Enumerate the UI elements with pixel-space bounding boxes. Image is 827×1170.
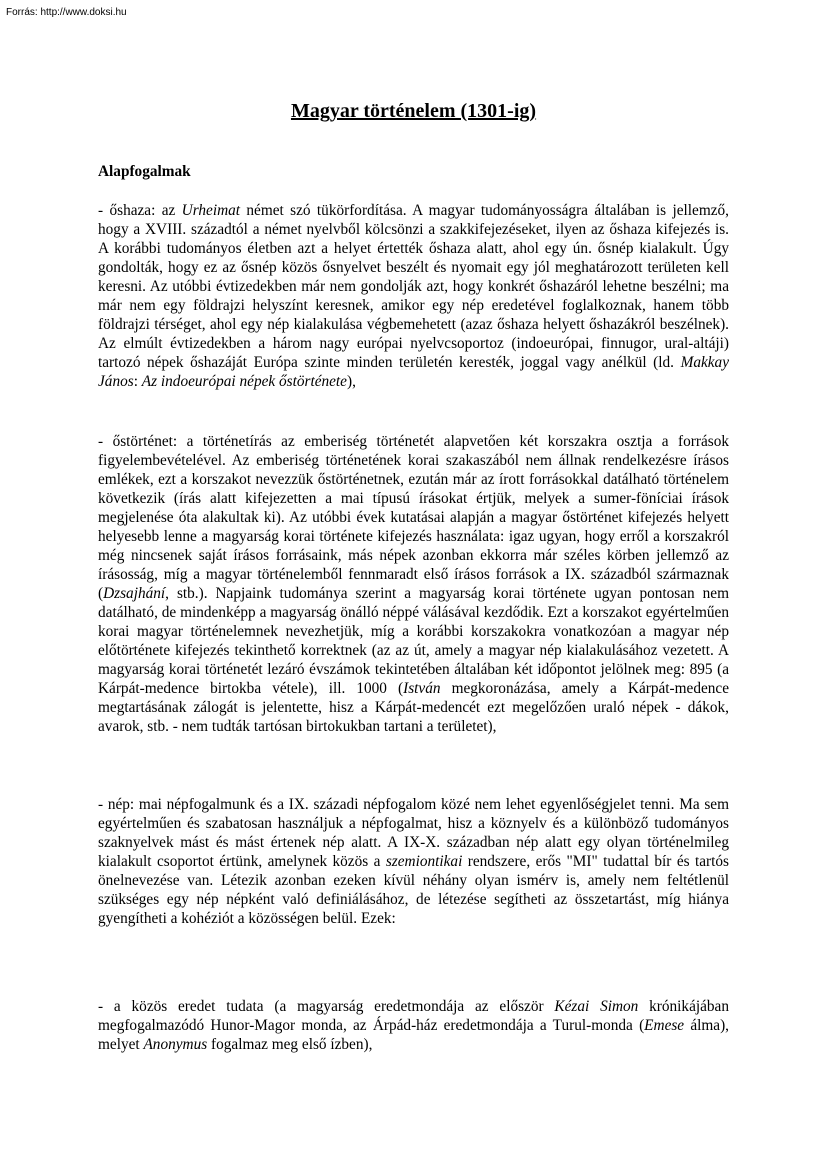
document-title: Magyar történelem (1301-ig) (290, 100, 537, 122)
italic-name: István (403, 680, 441, 697)
text-run: - a közös eredet tudata (a magyarság eredetmondája az először (98, 998, 555, 1015)
text-run: álma), melyet (98, 1017, 729, 1053)
paragraph-ostortenet (98, 432, 729, 736)
text-run: - őstörténet: a történetírás az emberiség történetét alapvetően két korszakra osztja a források figyelembevételével. Az emberiség történetének korai szakaszából nem állnak rendelkezésre írásos emlékek, ezt a korszakot nevezzük őstörténetnek, ezután már az írott forrásokkal datálható történelem következik (írás alatt kifejezetten a mai típusú írásokat értjük, melyek a sumer-föníciai írások megjelenése óta alakultak ki). Az utóbbi évek kutatásai alapján a magyar őstörténet kifejezés helyett helyesebb lenne a magyarság korai története kifejezés használata: igaz ugyan, hogy erről a korszakról még nincsenek saját írásos forrásaink, más népek azonban ekkorra már széles körben jellemző az írásosság, míg a magyar történelemből fennmaradt első írásos források a IX. századból származnak ( (98, 433, 729, 602)
text-run: krónikájában megfogalmazódó Hunor-Magor monda, az Árpád-ház eredetmondája a Turul-monda ( (98, 998, 729, 1034)
text-run: ), (346, 373, 356, 390)
italic-book-title: Az indoeurópai népek őstörténete (141, 373, 347, 390)
italic-name: Emese (644, 1017, 685, 1034)
italic-author: Makkay János (98, 354, 729, 390)
text-run: rendszere, erős "MI" tudattal bír és tartós önelnevezése van. Létezik azonban ezeken kívül néhány olyan ismérv is, amely nem feltétlenül szükséges egy nép népként való definiálásához, de létezése segítheti az összetartást, míg hiánya gyengítheti a kohéziót a közösségen belül. Ezek: (98, 853, 729, 927)
text-run: fogalmaz meg első ízben), (207, 1036, 373, 1053)
italic-term: szemiontikai (385, 853, 463, 870)
italic-term: Urheimat (181, 202, 241, 219)
text-run: - nép: mai népfogalmunk és a IX. századi népfogalom közé nem lehet egyenlőségjelet tenni. Ma sem egyértelműen és szabatosan használjuk a népfogalmat, hisz a köznyelv és a különböző tudományos szaknyelvek mást és mást értenek nép alatt. A IX-X. században nép alatt egy olyan történelmileg kialakult csoportot értünk, amelynek közös a (98, 796, 729, 870)
italic-name: Anonymus (143, 1036, 208, 1053)
paragraph-oshaza (98, 201, 729, 391)
text-run: német szó tükörfordítása. A magyar tudományosságra általában is jellemző, hogy a XVIII. századtól a német nyelvből kölcsönzi a szakkifejezéseket, ilyen az őshaza kifejezés is. A korábbi tudományos életben azt a helyet értették őshaza alatt, ahol egy ún. ősnép kialakult. Úgy gondolták, hogy ez az ősnép közös ősnyelvet beszélt és nyomait egy jól meghatározott területen kell keresni. Az utóbbi évtizedekben már nem gondolják azt, hogy konkrét őshazáról lehetne beszélni; ma már nem egy földrajzi helyszínt keresnek, amikor egy nép eredetével foglalkoznak, hanem több földrajzi térséget, ahol egy nép kialakulása végbemehetett (azaz őshaza helyett őshazákról beszélnek). Az elmúlt évtizedekben a három nagy európai nyelvcsoportoz (indoeurópai, finnugor, ural-altáji) tartozó népek őshazáját Európa szinte minden területén keresték, joggal vagy anélkül (ld. (98, 202, 729, 371)
text-run: : (133, 373, 142, 390)
paragraph-nep (98, 795, 729, 928)
text-run: megkoronázása, amely a Kárpát-medence megtartásának zálogát is jelentette, hisz a Kárpát-medencét ezt megelőzően uraló népek - dákok, avarok, stb. - nem tudták tartósan birtokukban tartani a területet), (98, 680, 729, 735)
paragraph-eredet (98, 997, 729, 1054)
section-heading: Alapfogalmak (98, 163, 191, 180)
text-run: - őshaza: az (98, 202, 182, 219)
text-run: , stb.). Napjaink tudománya szerint a magyarság korai története ugyan pontosan nem datálható, de mindenképp a magyarság önálló néppé válásával kezdődik. Ezt a korszakot egyértelműen korai magyar történelemnek nevezhetjük, míg a korábbi korszakokra vonatkozóan a magyar nép előtörténete kifejezés tekinthető korrektnek (az az út, amely a magyar nép kialakulásához vezetett. A magyarság korai történetét lezáró évszámok tekintetében általában két időpontot jelölnek meg: 895 (a Kárpát-medence birtokba vétele), ill. 1000 ( (98, 585, 729, 697)
italic-name: Dzsajhání (103, 585, 166, 602)
source-url: Forrás: http://www.doksi.hu (6, 7, 127, 18)
italic-name: Kézai Simon (554, 998, 639, 1015)
